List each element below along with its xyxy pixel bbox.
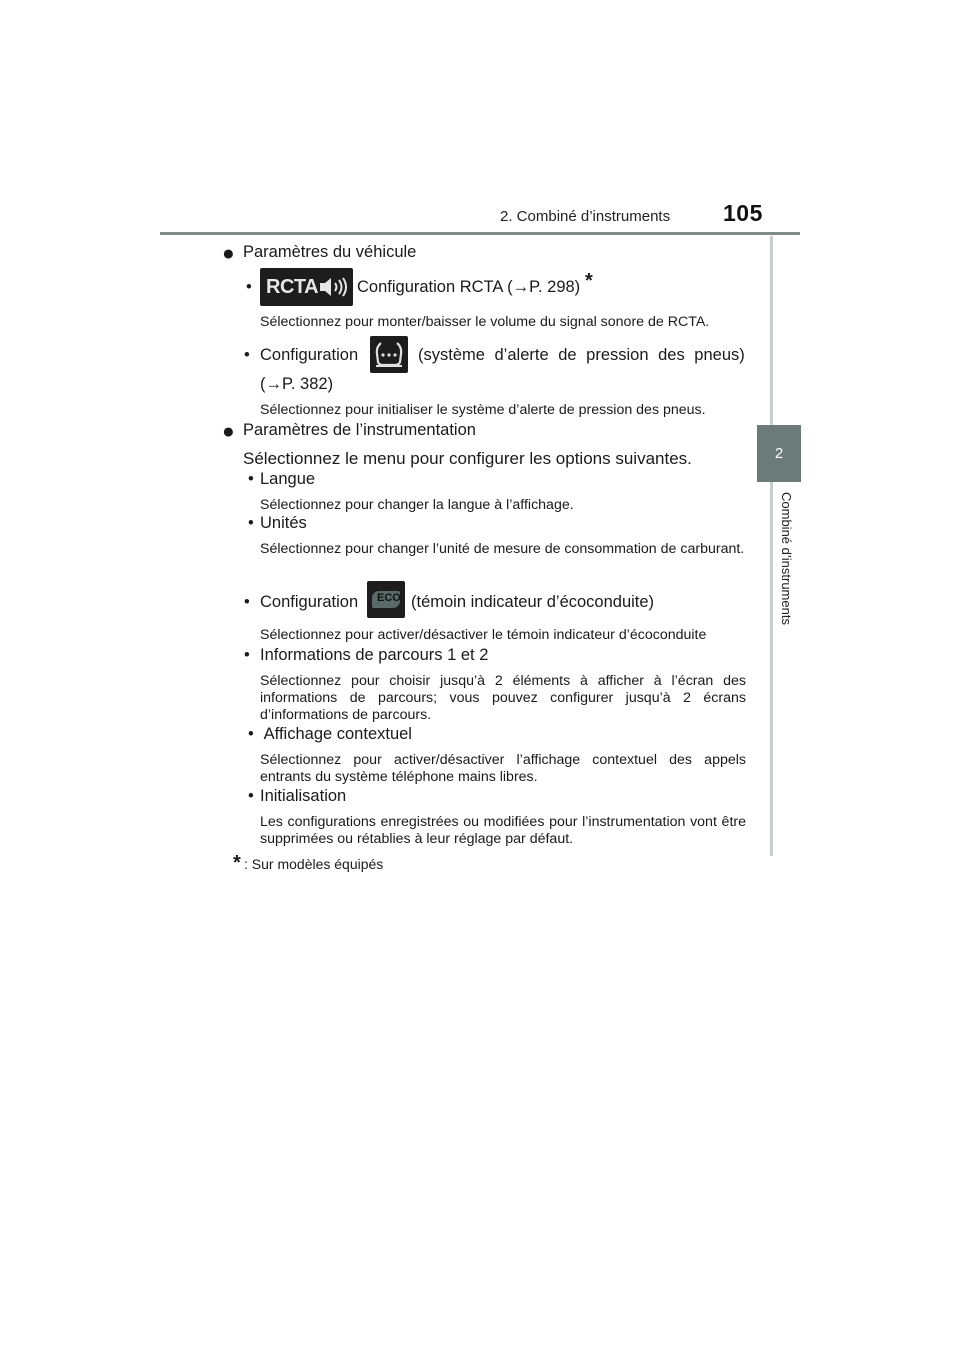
rcta-label: Configuration RCTA (→P. 298) <box>357 278 581 296</box>
round-bullet-icon: ● <box>222 420 235 443</box>
footnote-star: * <box>585 270 593 292</box>
item-label-eco-b: (témoin indicateur d’écoconduite) <box>411 593 655 611</box>
item-label-popup: Affichage contextuel <box>260 725 412 743</box>
item-marker: • <box>248 787 254 805</box>
tpws-label-b: (système d’alerte de pression des pneus) <box>418 346 745 364</box>
item-label-init: Initialisation <box>260 787 347 805</box>
meter-settings-intro: Sélectionnez le menu pour configurer les options suivantes. <box>243 449 692 468</box>
eco-indicator-icon <box>367 581 405 618</box>
item-label-eco-a: Configuration <box>260 593 359 611</box>
footnote-star: * <box>233 852 241 874</box>
item-desc-trip: Sélectionnez pour choisir jusqu’à 2 éléments à afficher à l’écran des informations de parcours; vous pouvez configurer jusqu’à 2 écrans d’informations de parcours. <box>260 673 746 723</box>
item-marker: • <box>244 593 250 611</box>
footnote-text: : Sur modèles équipés <box>244 856 384 872</box>
arrow-right-icon: → <box>512 278 530 296</box>
tpws-ref: (→P. 382) <box>260 375 334 393</box>
item-label-unites: Unités <box>260 514 307 532</box>
eco-icon-text: ECO <box>377 592 401 604</box>
item-marker: • <box>248 470 254 488</box>
tpws-label-a: Configuration <box>260 346 359 364</box>
item-marker: • <box>248 725 254 743</box>
tpws-description: Sélectionnez pour initialiser le système d’alerte de pression des pneus. <box>260 402 706 418</box>
round-bullet-icon: ● <box>222 242 235 265</box>
item-desc-init: Les configurations enregistrées ou modifiées pour l’instrumentation vont être supprimées ou rétablies à leur réglage par défaut. <box>260 814 746 847</box>
item-marker: • <box>248 514 254 532</box>
item-desc-eco: Sélectionnez pour activer/désactiver le témoin indicateur d’écoconduite <box>260 627 707 643</box>
item-label-trip: Informations de parcours 1 et 2 <box>260 646 489 664</box>
item-desc-popup: Sélectionnez pour activer/désactiver l’affichage contextuel des appels entrants du système téléphone mains libres. <box>260 752 746 785</box>
vehicle-settings-title: Paramètres du véhicule <box>243 243 417 261</box>
item-desc-unites: Sélectionnez pour changer l’unité de mesure de consommation de carburant. <box>260 541 745 557</box>
tpws-marker: • <box>244 346 250 364</box>
arrow-right-icon: → <box>265 375 282 393</box>
rcta-description: Sélectionnez pour monter/baisser le volume du signal sonore de RCTA. <box>260 314 710 330</box>
page-number: 105 <box>723 200 763 226</box>
item-marker: • <box>244 646 250 664</box>
rcta-icon-text: RCTA <box>266 276 319 298</box>
side-rule <box>770 236 773 856</box>
meter-settings-title: Paramètres de l’instrumentation <box>243 421 476 439</box>
item-label-langue: Langue <box>260 470 316 488</box>
tire-pressure-icon <box>370 336 408 373</box>
chapter-label: Combiné d’instruments <box>779 492 794 625</box>
rcta-marker: • <box>246 278 252 296</box>
section-header: 2. Combiné d’instruments <box>500 208 671 225</box>
header-rule <box>160 232 800 235</box>
speaker-icon <box>318 276 350 298</box>
chapter-tab[interactable]: 2 <box>757 425 801 482</box>
item-desc-langue: Sélectionnez pour changer la langue à l’affichage. <box>260 497 574 513</box>
rcta-buzzer-icon <box>260 268 353 306</box>
